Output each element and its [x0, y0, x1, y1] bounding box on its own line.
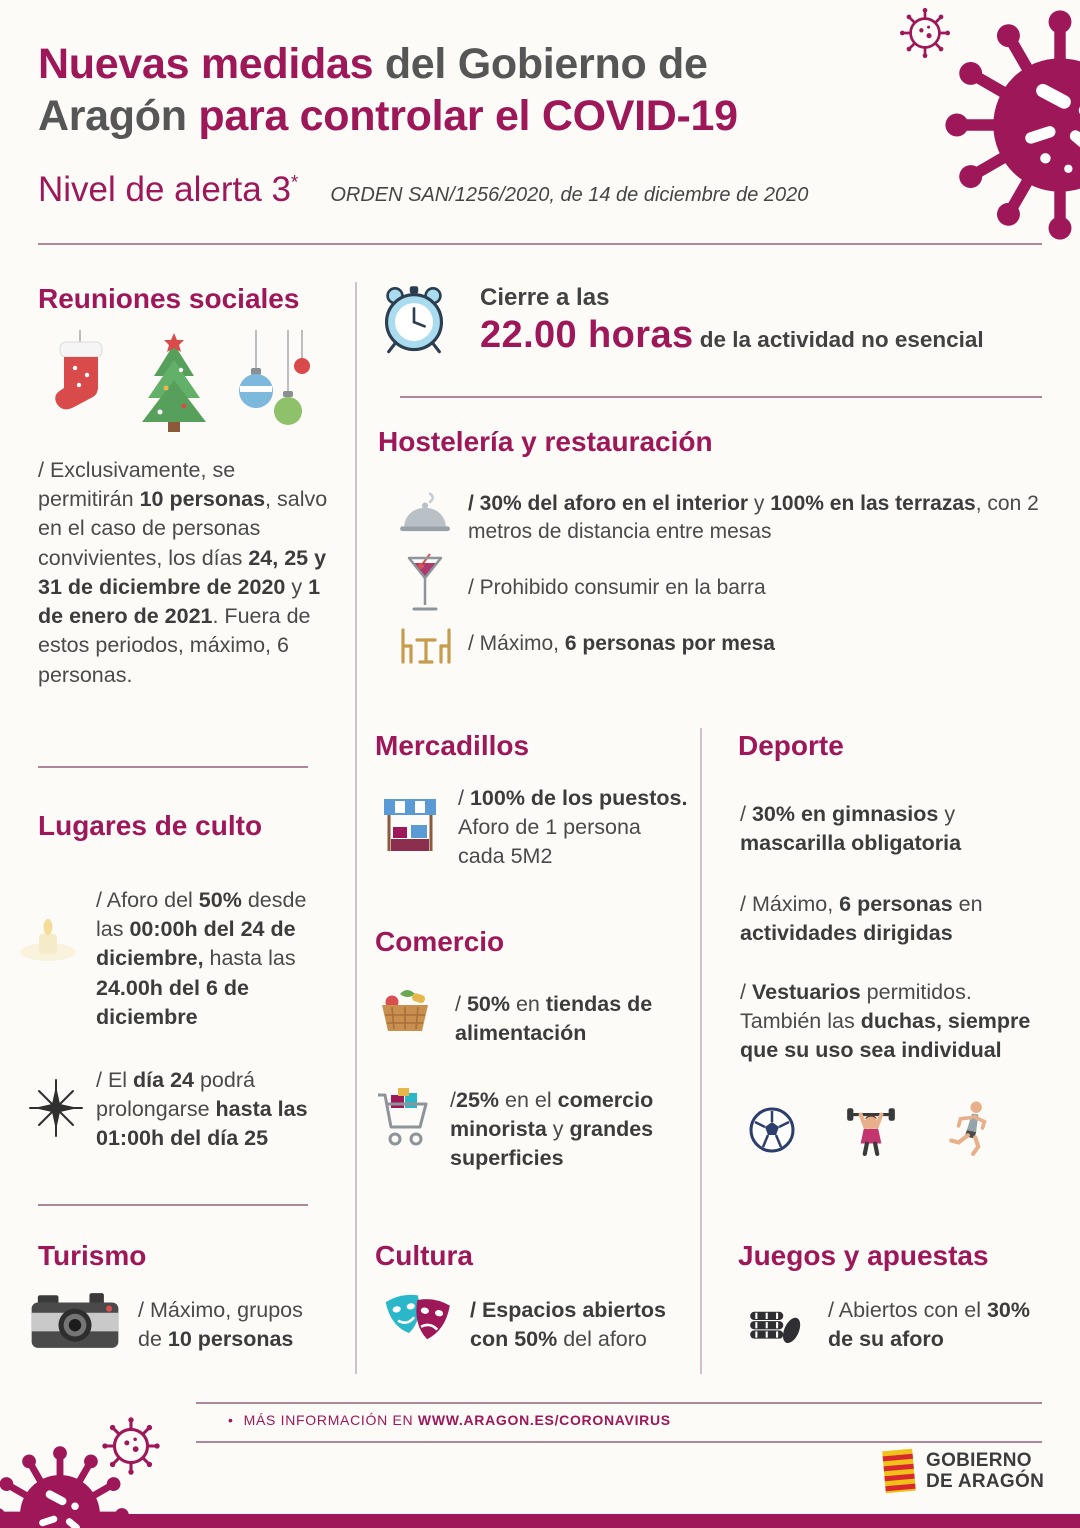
- divider-left-1: [38, 766, 308, 768]
- turismo-text: / Máximo, grupos de 10 personas: [138, 1298, 303, 1352]
- market-stall-icon: [383, 792, 437, 858]
- comercio-text-1: / 50% en tiendas de alimentación: [455, 992, 653, 1046]
- poker-chips-icon: [746, 1292, 804, 1346]
- heading-juegos: Juegos y apuestas: [738, 1240, 989, 1271]
- cocktail-icon: [406, 552, 444, 618]
- alert-level: Nivel de alerta 3*: [38, 170, 299, 209]
- heading-deporte: Deporte: [738, 730, 844, 761]
- weightlifter-icon: [845, 1100, 897, 1156]
- cierre-lead: Cierre a las: [480, 284, 610, 311]
- footer-url[interactable]: WWW.ARAGON.ES/CORONAVIRUS: [417, 1412, 671, 1428]
- order-reference: ORDEN SAN/1256/2020, de 14 de diciembre de 2020: [330, 184, 809, 206]
- alert-asterisk: *: [290, 172, 299, 194]
- alert-level-row: [38, 170, 938, 210]
- reuniones-text: / Exclusivamente, se permitirán 10 personas, salvo en el caso de personas convivientes, los días 24, 25 y 31 de diciembre de 2020 y 1 de enero de 2021. Fuera de estos periodos, máximo, 6 personas.: [38, 458, 328, 687]
- page-title: Nuevas medidas del Gobierno de Aragón para controlar el COVID-19: [38, 40, 738, 141]
- footer-bullet: •: [228, 1412, 234, 1428]
- food-basket-icon: [378, 984, 432, 1036]
- heading-comercio: Comercio: [375, 926, 505, 957]
- divider-cierre: [400, 396, 1042, 398]
- divider-left-2: [38, 1204, 308, 1206]
- shopping-cart-icon: [374, 1086, 432, 1154]
- title-highlight-1: Nuevas medidas: [38, 40, 374, 88]
- mercadillos-text: / 100% de los puestos. Aforo de 1 persona cada 5M2: [458, 786, 688, 869]
- heading-culto: Lugares de culto: [38, 810, 263, 841]
- heading-hosteleria: Hostelería y restauración: [378, 426, 713, 457]
- title-highlight-2: para controlar el COVID-19: [198, 92, 738, 141]
- candle-icon: [14, 916, 94, 966]
- christmas-icons: [34, 330, 310, 440]
- comercio-text-2: /25% en el comercio minorista y grandes superficies: [450, 1088, 654, 1171]
- cierre-tail: de la actividad no esencial: [693, 327, 984, 352]
- cloche-icon: [398, 490, 452, 540]
- divider-header: [38, 243, 1042, 245]
- divider-vertical-left: [355, 282, 357, 1374]
- deporte-text-2: / Máximo, 6 personas en actividades dirigidas: [740, 892, 983, 946]
- hosteleria-text-2: / Prohibido consumir en la barra: [468, 576, 766, 599]
- heading-turismo: Turismo: [38, 1240, 147, 1271]
- footer-info: • MÁS INFORMACIÓN EN WWW.ARAGON.ES/CORONAVIRUS: [228, 1412, 671, 1428]
- deporte-text-3: / Vestuarios permitidos. También las duchas, siempre que su uso sea individual: [740, 980, 1031, 1063]
- divider-footer-bottom: [196, 1441, 1042, 1443]
- heading-cultura: Cultura: [375, 1240, 473, 1271]
- culto-text-2: / El día 24 podrá prolongarse hasta las 01:00h del día 25: [96, 1068, 308, 1151]
- deporte-text-1: / 30% en gimnasios y mascarilla obligatoria: [740, 802, 962, 856]
- virus-solid-icon-footer: [0, 1440, 135, 1528]
- soccer-ball-icon: [748, 1106, 796, 1154]
- heading-mercadillos: Mercadillos: [375, 730, 530, 761]
- gobierno-aragon-logo: [880, 1446, 1044, 1496]
- culto-text-1: / Aforo del 50% desde las 00:00h del 24 de diciembre, hasta las 24.00h del 6 de diciembre: [96, 888, 307, 1029]
- cultura-text: / Espacios abiertos con 50% del aforo: [470, 1298, 666, 1352]
- alarm-clock-icon: [376, 282, 452, 358]
- virus-solid-icon: [935, 0, 1080, 250]
- camera-icon: [28, 1288, 122, 1352]
- bottom-bar: [0, 1514, 1080, 1528]
- hosteleria-text-1: / 30% del aforo en el interior y 100% en las terrazas, con 2 metros de distancia entre mesas: [468, 492, 1039, 544]
- cierre-block: [480, 284, 1055, 357]
- star-icon: [26, 1078, 86, 1138]
- divider-footer-top: [196, 1402, 1042, 1404]
- runner-icon: [948, 1100, 994, 1156]
- theater-masks-icon: [383, 1290, 453, 1348]
- closing-time: 22.00 horas: [480, 314, 694, 356]
- logo-text: GOBIERNO DE ARAGÓN: [926, 1450, 1045, 1492]
- table-chairs-icon: [396, 624, 456, 666]
- juegos-text: / Abiertos con el 30% de su aforo: [828, 1298, 1030, 1352]
- aragon-flag-icon: [880, 1446, 918, 1496]
- hosteleria-text-3: / Máximo, 6 personas por mesa: [468, 632, 775, 655]
- heading-reuniones: Reuniones sociales: [38, 283, 300, 314]
- divider-vertical-right: [700, 728, 702, 1374]
